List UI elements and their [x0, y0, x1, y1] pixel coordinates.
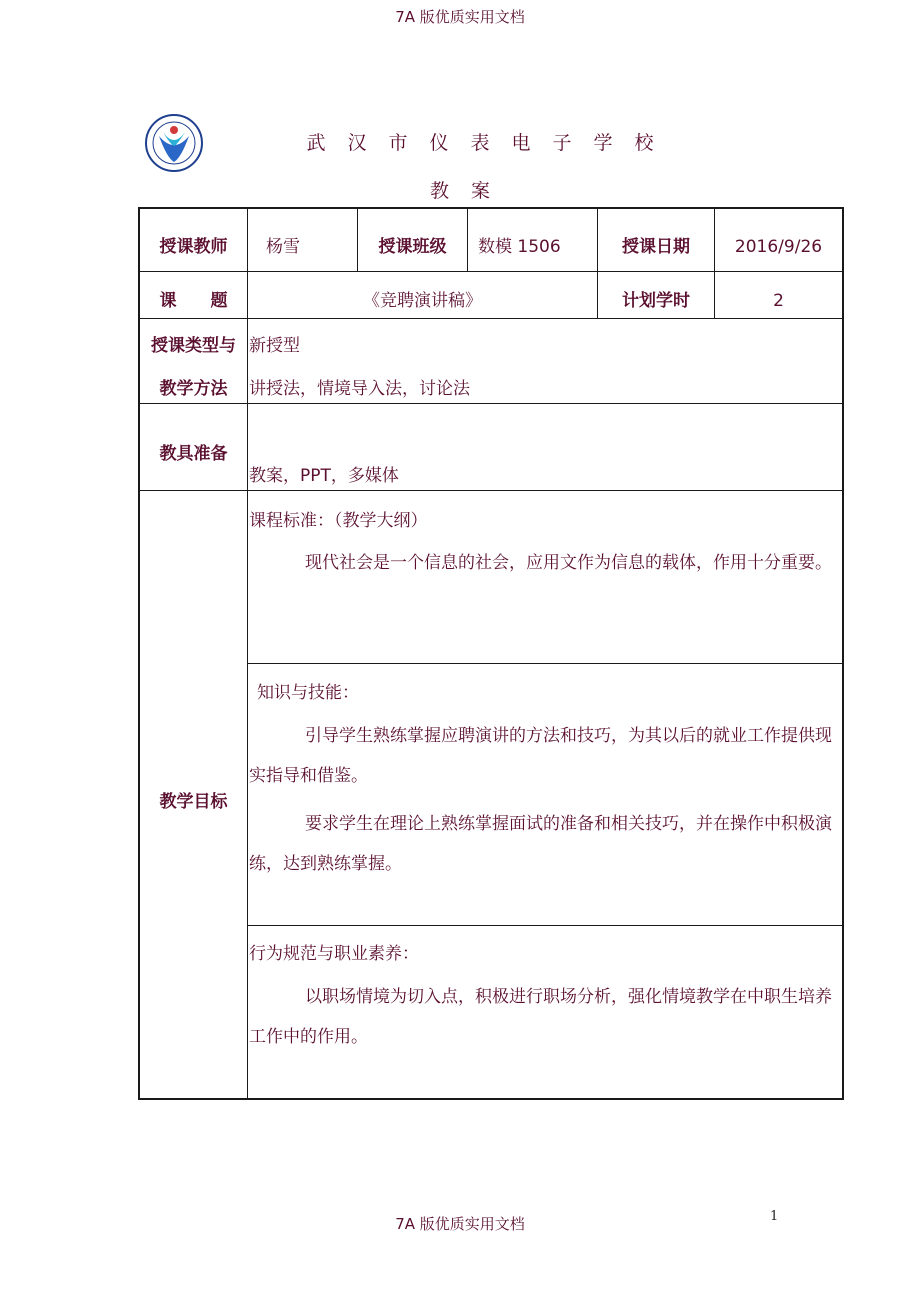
column-divider — [467, 207, 468, 272]
tools-value: 教案，PPT，多媒体 — [249, 466, 399, 486]
hours-label: 计划学时 — [622, 291, 690, 311]
topic-value: 《竞聘演讲稿》 — [363, 291, 482, 311]
knowledge-text-1: 引导学生熟练掌握应聘演讲的方法和技巧，为其以后的就业工作提供现实指导和借鉴。 — [249, 726, 832, 786]
type-label-line-1: 授课类型与 — [151, 336, 236, 356]
class-value: 数模 1506 — [478, 237, 561, 257]
column-divider — [247, 207, 248, 1100]
class-label: 授课班级 — [378, 237, 447, 257]
page-number: 1 — [770, 1209, 779, 1224]
topic-label: 课 题 — [159, 291, 228, 311]
method-value: 讲授法，情境导入法，讨论法 — [249, 379, 470, 399]
type-label-line-2: 教学方法 — [159, 379, 228, 399]
table-border-top — [138, 207, 844, 209]
row-divider — [247, 925, 844, 926]
date-label: 授课日期 — [622, 237, 690, 257]
goals-label: 教学目标 — [159, 792, 228, 812]
behavior-title: 行为规范与职业素养： — [249, 944, 419, 964]
knowledge-text-2: 要求学生在理论上熟练掌握面试的准备和相关技巧，并在操作中积极演练，达到熟练掌握。 — [249, 814, 832, 874]
school-name: 武汉市仪表电子学校 — [306, 132, 676, 154]
row-divider — [138, 403, 844, 404]
page-footer: 7A 版优质实用文档 — [395, 1215, 525, 1233]
hours-value: 2 — [773, 291, 784, 311]
page-header: 7A 版优质实用文档 — [395, 8, 525, 26]
standard-title: 课程标准：（教学大纲） — [249, 511, 428, 531]
row-divider — [138, 318, 844, 319]
tools-label: 教具准备 — [159, 444, 228, 464]
row-divider — [247, 663, 844, 664]
row-divider — [138, 271, 844, 272]
school-emblem-icon — [145, 114, 203, 172]
knowledge-title: 知识与技能： — [257, 683, 359, 703]
teacher-value: 杨雪 — [266, 237, 300, 257]
behavior-text: 以职场情境为切入点，积极进行职场分析，强化情境教学在中职生培养工作中的作用。 — [249, 987, 832, 1047]
date-value: 2016/9/26 — [734, 237, 823, 257]
teacher-label: 授课教师 — [159, 237, 228, 257]
document-title: 教案 — [429, 180, 512, 202]
type-value: 新授型 — [249, 336, 300, 356]
table-border-bottom — [138, 1098, 844, 1100]
row-divider — [138, 490, 844, 491]
standard-text: 现代社会是一个信息的社会，应用文作为信息的载体，作用十分重要。 — [305, 553, 832, 573]
